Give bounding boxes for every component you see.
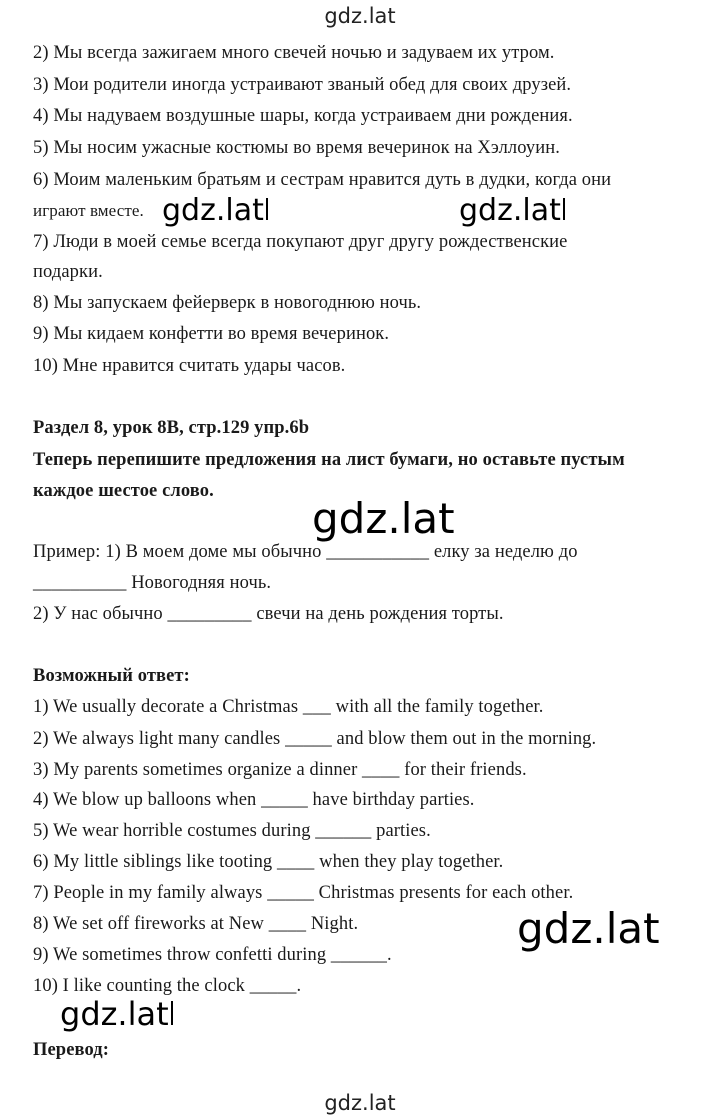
section-heading: Раздел 8, урок 8B, стр.129 упр.6b	[33, 418, 310, 438]
answer-line-5: 5) We wear horrible costumes during ______ parties.	[33, 821, 431, 841]
example-line-1: Пример: 1) В моем доме мы обычно ___________ елку за неделю до	[33, 542, 578, 562]
ru-item-4: 4) Мы надуваем воздушные шары, когда устраиваем дни рождения.	[33, 106, 573, 126]
ru-item-5: 5) Мы носим ужасные костюмы во время вечеринок на Хэллоуин.	[33, 138, 560, 158]
answer-line-7: 7) People in my family always _____ Christmas presents for each other.	[33, 883, 574, 903]
ru-item-2: 2) Мы всегда зажигаем много свечей ночью и задуваем их утром.	[33, 43, 555, 63]
site-footer: gdz.lat	[324, 1091, 396, 1115]
watermark: gdz.lat	[160, 196, 270, 226]
ru-item-3: 3) Мои родители иногда устраивают званый обед для своих друзей.	[33, 75, 572, 95]
watermark: gdz.lat	[457, 196, 567, 226]
task-line-1: Теперь перепишите предложения на лист бумаги, но оставьте пустым	[33, 450, 625, 470]
watermark: gdz.lat	[58, 998, 175, 1030]
ru-item-6a: 6) Моим маленьким братьям и сестрам нравится дуть в дудки, когда они	[33, 170, 612, 190]
watermark: gdz.lat	[517, 904, 660, 953]
answer-line-1: 1) We usually decorate a Christmas ___ with all the family together.	[33, 697, 544, 717]
answer-line-8: 8) We set off fireworks at New ____ Night.	[33, 914, 359, 934]
answer-line-4: 4) We blow up balloons when _____ have birthday parties.	[33, 790, 475, 810]
site-header: gdz.lat	[324, 4, 396, 28]
example-line-3: 2) У нас обычно _________ свечи на день рождения торты.	[33, 604, 504, 624]
ru-item-7b: подарки.	[33, 262, 103, 282]
answer-line-2: 2) We always light many candles _____ and blow them out in the morning.	[33, 729, 597, 749]
example-line-2: __________ Новогодняя ночь.	[33, 573, 272, 593]
answer-line-6: 6) My little siblings like tooting ____ when they play together.	[33, 852, 504, 872]
ru-item-7a: 7) Люди в моей семье всегда покупают друг другу рождественские	[33, 232, 568, 252]
answer-line-3: 3) My parents sometimes organize a dinner ____ for their friends.	[33, 760, 527, 780]
ru-item-9: 9) Мы кидаем конфетти во время вечеринок.	[33, 324, 390, 344]
ru-item-6b: играют вместе.	[33, 201, 144, 220]
answer-line-9: 9) We sometimes throw confetti during ______.	[33, 945, 392, 965]
translation-heading: Перевод:	[33, 1040, 110, 1060]
ru-item-10: 10) Мне нравится считать удары часов.	[33, 356, 346, 376]
answer-heading: Возможный ответ:	[33, 666, 190, 686]
ru-item-8: 8) Мы запускаем фейерверк в новогоднюю ночь.	[33, 293, 422, 313]
task-line-2: каждое шестое слово.	[33, 481, 214, 501]
answer-line-10: 10) I like counting the clock _____.	[33, 976, 302, 996]
watermark: gdz.lat	[312, 494, 455, 543]
